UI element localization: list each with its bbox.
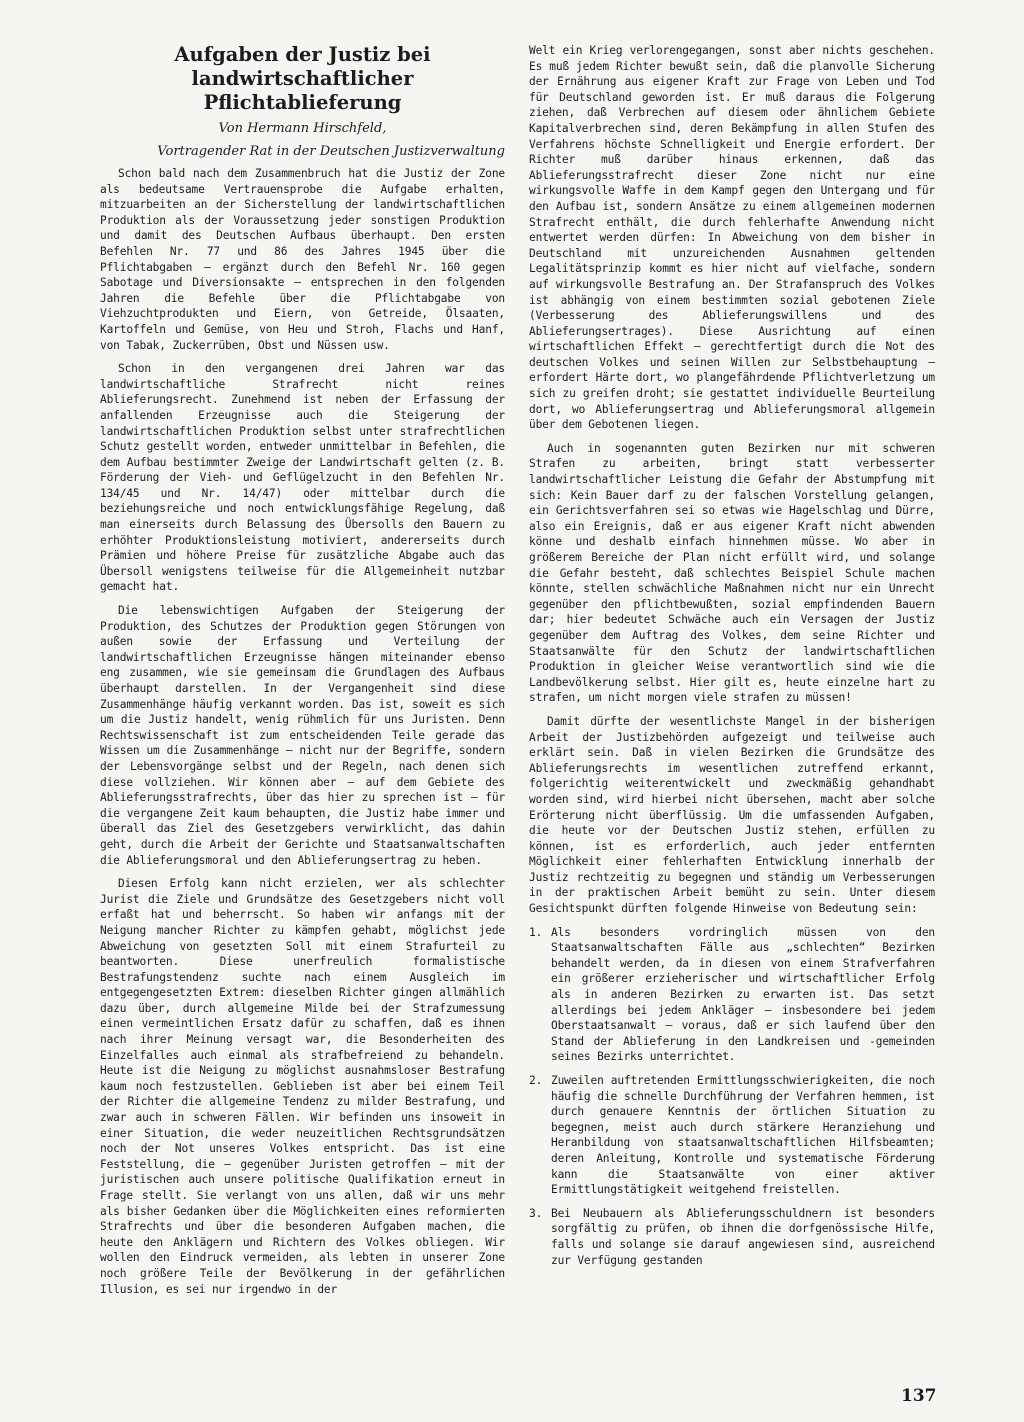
left-column (100, 0, 505, 1305)
list-item-text: Bei Neubauern als Ablieferungsschuldnern ist besonders sorgfältig zu prüfen, ob ihnen die dorfgenössische Hilfe, falls und solange sie darauf angewiesen sind, ausreichend zur Verfügung gestanden (551, 1206, 935, 1267)
paragraph: Damit dürfte der wesentlichste Mangel in der bisherigen Arbeit der Justizbehörden aufgezeigt und teilweise auch erklärt sein. Daß in vielen Bezirken die Grundsätze des Ablieferungsrechts im wesentlichen zutreffend erkannt, folgerichtig weiterentwickelt und zweckmäßig gehandhabt worden sind, wird hierbei nicht übersehen, macht aber solche Erörterung nicht überflüssig. Um die umfassenden Aufgaben, die heute vor der Deutschen Justiz stehen, erfüllen zu können, ist es erforderlich, auch jeder entfernten Möglichkeit einer fehlerhaften Entwicklung innerhalb der Justiz rechtzeitig zu begegnen und ständig um Verbesserungen in der praktischen Arbeit bemüht zu sein. Unter diesem Gesichtspunkt dürften folgende Hinweise von Bedeutung sein: (529, 714, 935, 916)
list-item (529, 1206, 935, 1268)
right-column (529, 43, 935, 1276)
byline-author: Von Hermann Hirschfeld, (218, 121, 387, 136)
list-item-text: Zuweilen auftretenden Ermittlungsschwierigkeiten, die noch häufig die schnelle Durchführung der Verfahren hemmen, ist durch genauere Kenntnis der örtlichen Situation zu begegnen, meist auch durch stärkere Heranziehung und Heranbildung von staatsanwaltschaftlichen Hilfsbeamten; deren Anleitung, Kontrolle und systematische Förderung kann die Staatsanwälte von einer aktiver Ermittlungstätigkeit weitgehend freistellen. (551, 1074, 935, 1197)
list-item-text: Als besonders vordringlich müssen von den Staatsanwaltschaften Fälle aus „schlechten“ Bezirken behandelt werden, da in diesen von einem Strafverfahren ein größerer erzieherischer und wirtschaftlicher Erfolg als in anderen Bezirken zu erwarten ist. Das setzt allerdings bei jedem Ankläger — insbesondere bei jedem Oberstaatsanwalt — voraus, daß er sich laufend über den Stand der Ablieferung in den Landkreisen und -gemeinden seines Bezirks unterrichtet. (551, 925, 935, 1064)
list-item-number: 3. (529, 1206, 543, 1220)
numbered-list (529, 925, 935, 1268)
list-item (529, 925, 935, 1065)
paragraph: Welt ein Krieg verlorengegangen, sonst aber nichts geschehen. Es muß jedem Richter bewußt sein, daß die planvolle Sicherung der Ernährung aus eigener Kraft zur Frage von Leben und Tod für Deutschland geworden ist. Er muß daraus die Folgerung ziehen, daß Verbrechen auf diesem oder ähnlichem Gebiete Kapitalverbrechen sind, deren Bekämpfung in allen Stufen des Verfahrens höchste Schnelligkeit und Energie erfordert. Der Richter muß darüber hinaus erkennen, daß das Ablieferungsstrafrecht dieser Zone nicht nur eine wirkungsvolle Waffe in dem Kampf gegen den Untergang und für den Aufbau ist, sondern Ansätze zu einem allgemeinen modernen Strafrecht enthält, die durch fehlerhafte Anwendung nicht entwertet werden dürfen: In Abweichung von dem bisher in Deutschland mit unzureichenden Ausnahmen geltenden Legalitätsprinzip kommt es hier nicht auf vielfache, sondern auf wirkungsvolle Bestrafung an. Der Strafanspruch des Volkes ist abhängig von einem bestimmten sozial gebotenen Ziele (Verbesserung des Ablieferungswillens und des Ablieferungsertrages). Diese Ausrichtung auf einen wirtschaftlichen Effekt — gerechtfertigt durch die Not des deutschen Volkes und seinen Willen zur Selbstbehauptung — erfordert Härte dort, wo plangefährdende Pflichtverletzung um sich zu greifen droht; sie gestattet individuelle Beurteilung dort, wo Ablieferungsertrag und Ablieferungsmoral allgemein über dem Gebotenen liegen. (529, 44, 935, 432)
list-item-number: 2. (529, 1074, 543, 1087)
paragraph: Die lebenswichtigen Aufgaben der Steigerung der Produktion, des Schutzes der Produktion gegen Störungen von außen sowie der Erfassung und Verteilung der landwirtschaftlichen Erzeugnisse hängen miteinander ebenso eng zusammen, wie sie gemeinsam die Grundlagen des Aufbaus überhaupt darstellen. In der Vergangenheit sind diese Zusammenhänge häufig verkannt worden. Das ist, soweit es sich um die Justiz handelt, wenig rühmlich für uns Juristen. Denn Rechtswissenschaft ist zum entscheidenden Teile gerade das Wissen um die Zusammenhänge — nicht nur der Begriffe, sondern der Lebensvorgänge selbst und der Regeln, nach denen sich diese vollziehen. Wir können aber — auf dem Gebiete des Ablieferungsstrafrechts, über das hier zu sprechen ist — für die vergangene Zeit kaum behaupten, die Justiz habe immer und überall das Ziel des Gesetzgebers verwirklicht, das dahin geht, durch die Arbeit der Gerichte und Staatsanwaltschaften die Ablieferungsmoral und den Ablieferungsertrag zu heben. (100, 604, 505, 867)
list-item-number: 1. (529, 925, 543, 939)
paragraph: Schon in den vergangenen drei Jahren war das landwirtschaftliche Strafrecht nicht reines Ablieferungsrecht. Zunehmend ist neben der Erfassung der anfallenden Erzeugnisse auch die Steigerung der landwirtschaftlichen Produktion selbst unter strafrechtlichen Schutz gestellt worden, entweder unmittelbar in Befehlen, die dem Aufbau bestimmter Zweige der Landwirtschaft gelten (z. B. Förderung der Vieh- und Geflügelzucht in den Befehlen Nr. 134/45 und Nr. 14/47) oder mittelbar durch die beziehungsreiche und noch entwicklungsfähige Regelung, daß man einerseits durch Belassung des Übersolls den Bauern zu erhöhter Produktionsleistung motiviert, andererseits durch Prämien und höhere Preise für zusätzliche Abgabe auch das Übersoll wenigstens teilweise für die Allgemeinheit nutzbar gemacht hat. (100, 362, 505, 594)
paragraph: Schon bald nach dem Zusammenbruch hat die Justiz der Zone als bedeutsame Vertrauensprobe die Aufgabe erhalten, mitzuarbeiten an der Sicherstellung der landwirtschaftlichen Produktion als der Voraussetzung jeder sonstigen Produktion und damit des Deutschen Aufbaus überhaupt. Den ersten Befehlen Nr. 77 und 86 des Jahres 1945 über die Pflichtabgaben — ergänzt durch den Befehl Nr. 160 gegen Sabotage und Diversionsakte — entsprechen in den folgenden Jahren die Befehle über die Pflichtabgabe von Viehzuchtprodukten und Eiern, von Getreide, Ölsaaten, Kartoffeln und Gemüse, von Heu und Stroh, Flachs und Hanf, von Tabak, Zuckerrüben, Obst und Nüssen usw. (100, 167, 505, 352)
article-title: Aufgaben der Justiz bei landwirtschaftlicher Pflichtablieferung (174, 43, 431, 114)
paragraph: Diesen Erfolg kann nicht erzielen, wer als schlechter Jurist die Ziele und Grundsätze des Gesetzgebers nicht voll erfaßt hat und beherrscht. So haben wir anfangs mit der Neigung mancher Richter zu kämpfen gehabt, möglichst jede Abweichung von gesetzten Soll mit einem Strafurteil zu beantworten. Diese unerfreulich formalistische Bestrafungstendenz suchte nach einem Ausgleich im entgegengesetzten Extrem: dieselben Richter gingen allmählich dazu über, durch allgemeine Milde bei der Strafzumessung einen vermeintlichen Ersatz dafür zu schaffen, daß es ihnen nach ihrer Meinung versagt war, die Besonderheiten des Einzelfalles auch einmal als strafbefreiend zu behandeln. Heute ist die Neigung zu möglichst ausnahmsloser Bestrafung kaum noch festzustellen. Geblieben ist aber bei einem Teil der Richter die allgemeine Tendenz zu milder Bestrafung, und zwar auch in schweren Fällen. Wir befinden uns insoweit in einer Situation, die weder neuzeitlichen Rechtsgrundsätzen noch der Not unseres Volkes entspricht. Das ist eine Feststellung, die — gegenüber Juristen getroffen — mit der juristischen auch unsere politische Qualifikation erneut in Frage stellt. Sie verlangt von uns allen, daß wir uns mehr als bisher Gedanken über die Möglichkeiten eines reformierten Strafrechts und über die besonderen Aufgaben machen, die heute den Anklägern und Richtern des Volkes obliegen. Wir wollen den Eindruck vermeiden, als lebten in unserer Zone noch größere Teile der Bevölkerung in der gefährlichen Illusion, es sei nur irgendwo in der (100, 877, 505, 1296)
byline-role: Vortragender Rat in der Deutschen Justizverwaltung (157, 144, 505, 159)
page-number: 137 (901, 1386, 937, 1406)
list-item (529, 1073, 935, 1198)
paragraph: Auch in sogenannten guten Bezirken nur mit schweren Strafen zu arbeiten, bringt statt verbesserter landwirtschaftlicher Leistung die Gefahr der Abstumpfung mit sich: Kein Bauer darf zu der falschen Vorstellung gelangen, ein Gerichtsverfahren sei so etwas wie Hagelschlag und Dürre, also ein Ereignis, daß er aus eigener Kraft nicht abwenden könne und deshalb einfach hinnehmen müsse. Wo aber in größerem Bereiche der Plan nicht erfüllt wird, und solange die Gefahr besteht, daß schlechtes Beispiel Schule machen könnte, stellen schwächliche Maßnahmen nicht nur ein Unrecht gegenüber den pflichtbewußten, sozial empfindenden Bauern dar; hier bedeutet Schwäche auch ein Versagen der Justiz gegenüber dem Auftrag des Volkes, dem seine Richter und Staatsanwälte für den Schutz der landwirtschaftlichen Produktion in gleicher Weise verantwortlich sind wie die Landbevölkerung selbst. Hier gilt es, heute einzelne hart zu strafen, um nicht morgen viele strafen zu müssen! (529, 441, 935, 705)
